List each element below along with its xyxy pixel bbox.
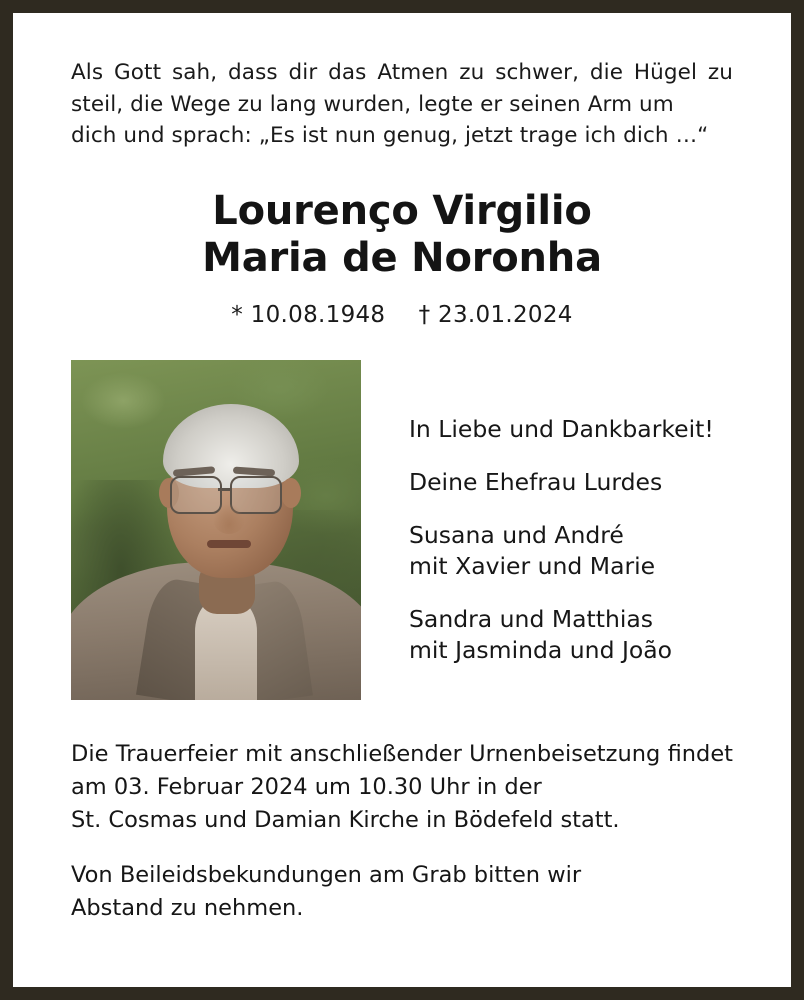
family-spouse: Deine Ehefrau Lurdes [409, 468, 663, 497]
service-details [71, 738, 733, 924]
photo-eyeglass-left [170, 476, 222, 514]
condolence-note [71, 859, 733, 925]
verse-line-3: dich und sprach: „Es ist nun genug, jetzt trage ich dich …“ [71, 123, 709, 149]
service-line-3: St. Cosmas und Damian Kirche in Bödefeld statt. [71, 806, 620, 833]
photo-mouth [207, 540, 251, 548]
family-group-1-line-2: mit Xavier und Marie [409, 552, 656, 581]
photo-ear-right [281, 478, 301, 508]
photo-nose [213, 504, 245, 534]
service-line-1: Die Trauerfeier mit anschließender Urnenbeisetzung [71, 741, 661, 768]
verse-block [71, 57, 733, 152]
service-text [71, 738, 733, 837]
verse-line-2: steil, die Wege zu lang wurden, legte er seinen Arm um [71, 91, 674, 117]
obituary-card [13, 13, 791, 987]
deceased-name [71, 188, 733, 282]
portrait-and-family [71, 360, 733, 700]
family-group-2-line-1: Sandra und Matthias [409, 605, 654, 634]
service-line-2: findet am 03. Februar 2024 um 10.30 Uhr in der [71, 741, 733, 800]
deceased-name-line-2: Maria de Noronha [202, 234, 602, 281]
life-dates [71, 302, 733, 328]
family-heading: In Liebe und Dankbarkeit! [409, 415, 714, 444]
death-date: † 23.01.2024 [418, 302, 573, 329]
family-block [361, 360, 733, 688]
verse-line-1: Als Gott sah, dass dir das Atmen zu schwer, die Hügel zu [71, 60, 733, 85]
family-group-2-line-2: mit Jasminda und João [409, 636, 673, 665]
birth-date: * 10.08.1948 [231, 302, 386, 329]
portrait-photo [71, 360, 361, 700]
condolence-line-2: Abstand zu nehmen. [71, 894, 304, 921]
condolence-line-1: Von Beileidsbekundungen am Grab bitten wir [71, 861, 582, 888]
family-group-1-line-1: Susana und André [409, 521, 624, 550]
deceased-name-line-1: Lourenço Virgilio [212, 187, 592, 234]
photo-eyeglass-bridge [218, 488, 230, 491]
